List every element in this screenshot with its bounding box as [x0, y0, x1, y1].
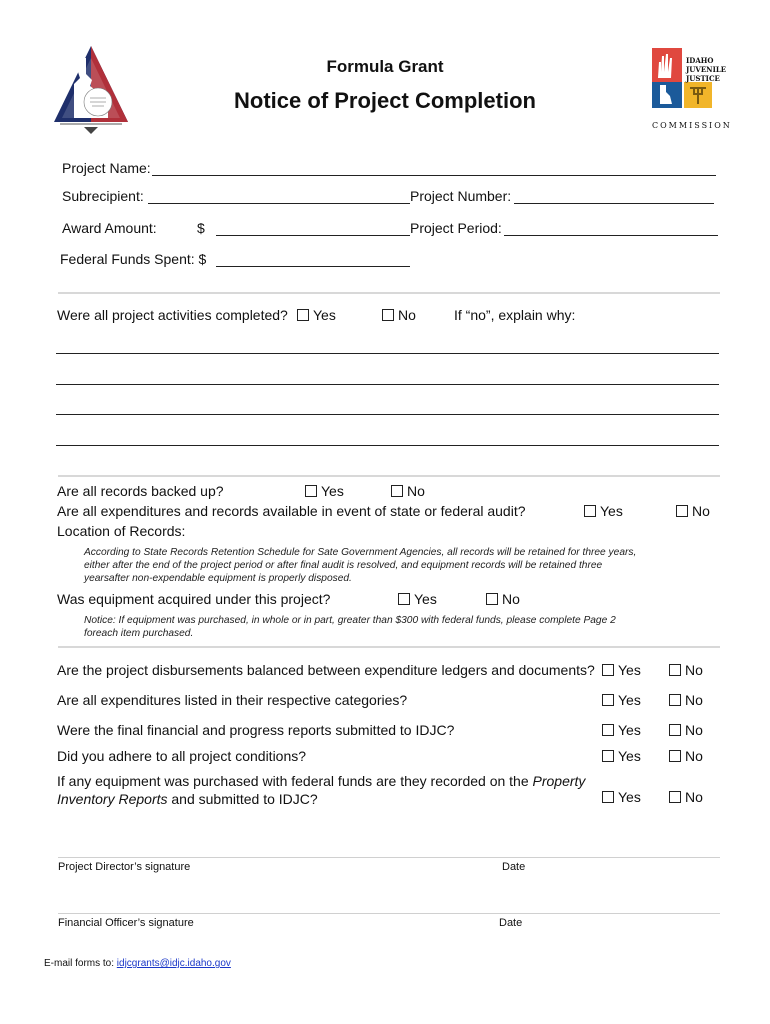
equipment-no-option[interactable]	[486, 591, 520, 607]
location-of-records-label: Location of Records:	[57, 523, 186, 539]
activities-yes-checkbox[interactable]	[297, 309, 309, 321]
conditions-question: Did you adhere to all project conditions?	[57, 748, 307, 764]
yes-label: Yes	[618, 662, 641, 678]
conditions-no-checkbox[interactable]	[669, 750, 681, 762]
no-label: No	[685, 748, 703, 764]
yes-label: Yes	[313, 307, 336, 323]
inventory-question-italic: Inventory Reports	[57, 791, 168, 807]
financial-officer-date-label: Date	[499, 917, 523, 929]
retention-note	[84, 546, 724, 585]
award-amount-field[interactable]	[216, 235, 410, 236]
available-no-checkbox[interactable]	[676, 505, 688, 517]
equipment-question: Was equipment acquired under this project?	[57, 591, 331, 607]
reports-no-option[interactable]	[669, 722, 703, 738]
equipment-note-line: foreach item purchased.	[84, 628, 194, 639]
section-divider	[58, 475, 720, 477]
activities-no-checkbox[interactable]	[382, 309, 394, 321]
director-signature-label: Project Director’s signature	[58, 861, 191, 873]
page-title: Notice of Project Completion	[234, 88, 536, 113]
yes-label: Yes	[618, 748, 641, 764]
explain-line-4[interactable]	[56, 445, 719, 446]
inventory-yes-option[interactable]	[602, 789, 641, 805]
project-period-field[interactable]	[504, 235, 718, 236]
equipment-no-checkbox[interactable]	[486, 593, 498, 605]
conditions-no-option[interactable]	[669, 748, 703, 764]
conditions-yes-checkbox[interactable]	[602, 750, 614, 762]
inventory-no-option[interactable]	[669, 789, 703, 805]
reports-yes-checkbox[interactable]	[602, 724, 614, 736]
yes-label: Yes	[618, 789, 641, 805]
balanced-yes-checkbox[interactable]	[602, 664, 614, 676]
logo-right-line1: IDAHO	[686, 56, 714, 65]
backed-up-no-checkbox[interactable]	[391, 485, 403, 497]
no-label: No	[502, 591, 520, 607]
project-period-label: Project Period:	[410, 220, 502, 236]
yes-label: Yes	[321, 483, 344, 499]
records-backed-up-question: Are all records backed up?	[57, 483, 224, 499]
equipment-note	[84, 614, 724, 640]
logo-right-commission: COMMISSION	[652, 121, 732, 130]
section-divider	[58, 292, 720, 294]
logo-right-line3: JUSTICE	[686, 74, 720, 83]
reports-question: Were the final financial and progress reports submitted to IDJC?	[57, 722, 455, 738]
award-dollar-sign: $	[197, 220, 205, 236]
equipment-yes-option[interactable]	[398, 591, 437, 607]
award-amount-label: Award Amount:	[62, 220, 157, 236]
inventory-no-checkbox[interactable]	[669, 791, 681, 803]
project-name-label: Project Name:	[62, 160, 151, 176]
financial-officer-signature-label: Financial Officer’s signature	[58, 917, 194, 929]
retention-note-line: either after the end of the project period or after final audit is resolved, and equipment records will be retained three	[84, 560, 603, 571]
yes-label: Yes	[618, 722, 641, 738]
balanced-no-checkbox[interactable]	[669, 664, 681, 676]
reports-no-checkbox[interactable]	[669, 724, 681, 736]
available-no-option[interactable]	[676, 503, 710, 519]
inventory-question	[57, 772, 597, 808]
yes-label: Yes	[414, 591, 437, 607]
categories-yes-checkbox[interactable]	[602, 694, 614, 706]
no-label: No	[685, 662, 703, 678]
available-yes-checkbox[interactable]	[584, 505, 596, 517]
director-signature-line[interactable]	[58, 857, 720, 858]
explain-line-2[interactable]	[56, 384, 719, 385]
yes-label: Yes	[618, 692, 641, 708]
reports-yes-option[interactable]	[602, 722, 641, 738]
no-label: No	[685, 692, 703, 708]
activities-yes-option[interactable]	[297, 307, 336, 323]
balanced-yes-option[interactable]	[602, 662, 641, 678]
director-date-label: Date	[502, 861, 526, 873]
email-footer	[44, 958, 231, 969]
inventory-question-italic: Property	[532, 773, 586, 789]
financial-officer-signature-line[interactable]	[58, 913, 720, 914]
yes-label: Yes	[600, 503, 623, 519]
inventory-question-text: If any equipment was purchased with federal funds are they recorded on the	[57, 773, 533, 789]
records-available-question: Are all expenditures and records available in event of state or federal audit?	[57, 503, 526, 519]
backed-up-yes-checkbox[interactable]	[305, 485, 317, 497]
categories-question: Are all expenditures listed in their respective categories?	[57, 692, 408, 708]
federal-funds-label: Federal Funds Spent: $	[60, 251, 207, 267]
categories-yes-option[interactable]	[602, 692, 641, 708]
project-number-label: Project Number:	[410, 188, 512, 204]
no-label: No	[398, 307, 416, 323]
inventory-yes-checkbox[interactable]	[602, 791, 614, 803]
subrecipient-label: Subrecipient:	[62, 188, 144, 204]
no-label: No	[407, 483, 425, 499]
project-name-field[interactable]	[152, 175, 716, 176]
no-label: No	[685, 789, 703, 805]
section-divider	[58, 646, 720, 648]
explain-line-1[interactable]	[56, 353, 719, 354]
balanced-question: Are the project disbursements balanced between expenditure ledgers and documents?	[57, 662, 595, 678]
equipment-yes-checkbox[interactable]	[398, 593, 410, 605]
explain-line-3[interactable]	[56, 414, 719, 415]
no-label: No	[685, 722, 703, 738]
balanced-no-option[interactable]	[669, 662, 703, 678]
project-number-field[interactable]	[514, 203, 714, 204]
activities-question: Were all project activities completed?	[57, 307, 288, 323]
available-yes-option[interactable]	[584, 503, 623, 519]
form-type: Formula Grant	[326, 57, 444, 76]
conditions-yes-option[interactable]	[602, 748, 641, 764]
categories-no-checkbox[interactable]	[669, 694, 681, 706]
backed-up-yes-option[interactable]	[305, 483, 344, 499]
activities-no-option[interactable]	[382, 307, 416, 323]
federal-funds-field[interactable]	[216, 266, 410, 267]
backed-up-no-option[interactable]	[391, 483, 425, 499]
email-label: E-mail forms to:	[44, 958, 117, 969]
no-label: No	[692, 503, 710, 519]
email-link[interactable]: idjcgrants@idjc.idaho.gov	[116, 958, 231, 969]
explain-why-label: If “no”, explain why:	[454, 307, 576, 323]
inventory-question-text: and submitted to IDJC?	[167, 791, 318, 807]
retention-note-line: yearsafter non-expendable equipment is properly disposed.	[84, 573, 352, 584]
equipment-note-line: Notice: If equipment was purchased, in whole or in part, greater than $300 with federal funds, please complete Page 2	[84, 615, 616, 626]
categories-no-option[interactable]	[669, 692, 703, 708]
subrecipient-field[interactable]	[148, 203, 410, 204]
logo-right-line2: JUVENILE	[686, 65, 727, 74]
retention-note-line: According to State Records Retention Schedule for Sate Government Agencies, all records will be retained for three years,	[84, 547, 637, 558]
